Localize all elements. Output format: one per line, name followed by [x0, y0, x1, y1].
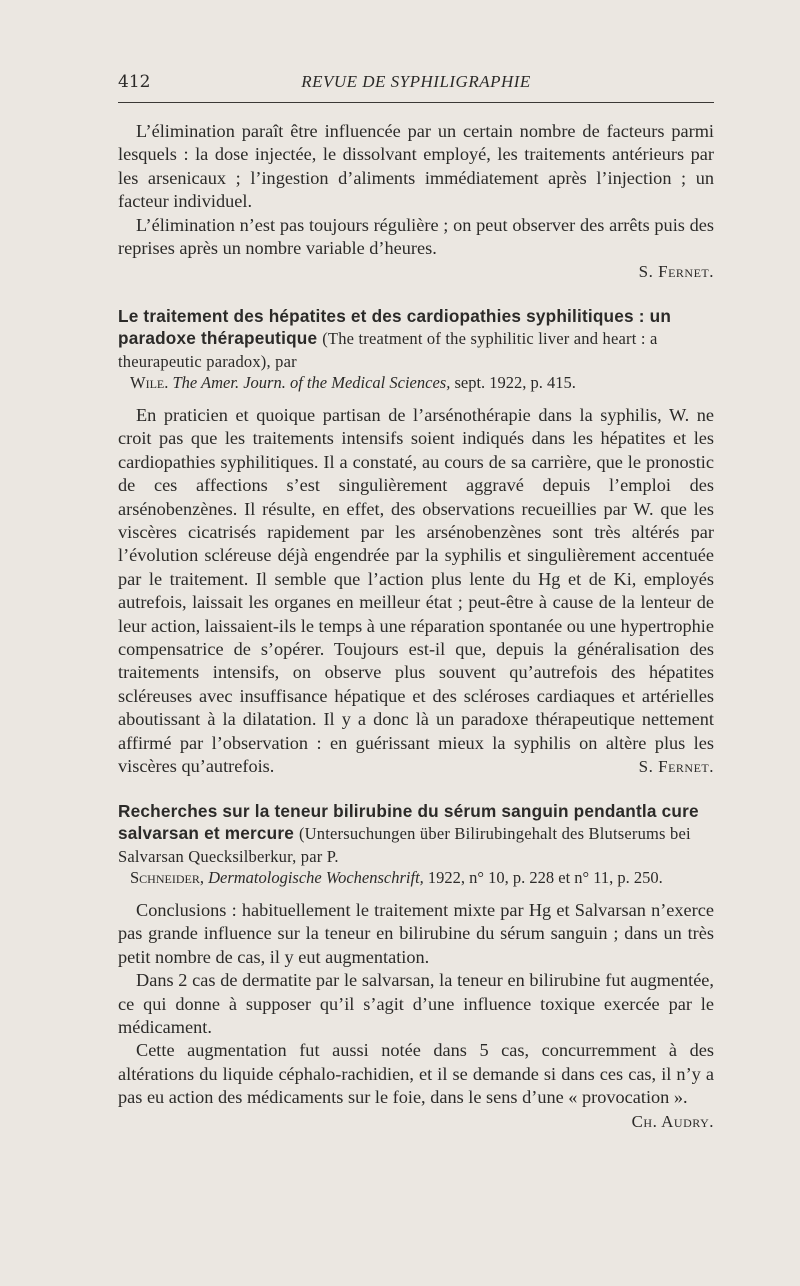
article2-body-text: En praticien et quoique partisan de l’arsénothérapie dans la syphilis, W. ne croit pas que les traitements intensifs soient indiqués dans les hépatites et les cardiopathies syphilitiques. Il a constaté, au cours de sa carrière, que le pronostic de ces affections s’est singulièrement aggravé depuis l’emploi des arsénobenzènes. Il résulte, en effet, des observations recueillies par W. que les viscères cicatrisés rapidement par les arsénobenzènes sont très altérés par l’évolution scléreuse déjà engendrée par la syphilis et singulièrement accentuée par le traitement. Il semble que l’action plus lente du Hg et de Ki, employés autrefois, laissait les organes en meilleur état ; peut-être à cause de la lenteur de leur action, laissaient-ils le temps à une réparation spontanée ou une hypertrophie compensatrice de s’opérer. Toujours est-il que, depuis la généralisation des traitements intensifs, on observe plus souvent qu’autrefois des hépatites scléreuses avec insuffisance hépatique et des scléroses cardiaques et artérielles aboutissant à la dilatation. Il y a donc là un paradoxe thérapeutique nettement affirmé par l’observation : en guérissant mieux la syphilis on altère plus les viscères qu’autrefois. — [118, 404, 714, 777]
article2-body — [118, 404, 714, 779]
article2-signature: S. Fernet. — [638, 757, 714, 777]
page-header — [118, 72, 714, 98]
article2-ref-text: (The treatment of the syphilitic liver and heart : a theurapeutic paradox), par — [118, 329, 658, 372]
section1-paragraph-1: L’élimination paraît être influencée par un certain nombre de facteurs parmi lesquels : la dose injectée, le dissolvant employé, les traitements antérieurs par les arsenicaux ; l’ingestion d’aliments immédiatement après l’injection ; un facteur individuel. — [118, 121, 714, 212]
article2-author: Wile. — [130, 373, 169, 393]
section1-signature: S. Fernet. — [638, 262, 714, 282]
article3-ref-text: (Untersuchungen über Bilirubingehalt des Blutserums bei Salvarsan Quecksilberkur, par P. — [118, 824, 691, 867]
article3-paragraph-3: Cette augmentation fut aussi notée dans 5 cas, concurremment à des altérations du liquide céphalo-rachidien, et il se demande si dans ces cas, il n’y a pas eu action des médicaments sur le foie, dans le sens d’une « provocation ». — [118, 1040, 714, 1108]
article3-reference — [130, 868, 714, 889]
section1-paragraph-2: L’élimination n’est pas toujours régulière ; on peut observer des arrêts puis des reprises après un nombre variable d’heures. — [118, 214, 714, 259]
header-rule — [118, 102, 714, 103]
article3-ref-end: 1922, n° 10, p. 228 et n° 11, p. 250. — [427, 868, 663, 888]
page-number: 412 — [118, 72, 151, 92]
article3-journal: Dermatologische Wochenschrift, — [208, 868, 424, 888]
article3-heading — [118, 800, 714, 868]
article2-title: Le traitement des hépatites et des cardiopathies syphilitiques : un paradoxe thérapeutique — [118, 306, 672, 349]
article3-author: Schneider, — [130, 868, 204, 888]
article3-signature: Ch. Audry. — [631, 1111, 714, 1131]
article3-title: Recherches sur la teneur bilirubine du sérum sanguin pendantla cure salvarsan et mercure — [118, 801, 699, 844]
article3-paragraph-1: Conclusions : habituellement le traitement mixte par Hg et Salvarsan n’exerce pas grande influence sur la teneur en bilirubine du sérum sanguin ; dans un très petit nombre de cas, il y eut augmentation. — [118, 899, 714, 967]
running-title: REVUE DE SYPHILIGRAPHIE — [301, 72, 531, 91]
article2-ref-end: sept. 1922, p. 415. — [454, 373, 576, 393]
article2-heading — [118, 305, 714, 373]
article2-reference — [130, 373, 714, 394]
page-body — [118, 120, 714, 1133]
article2-journal: The Amer. Journ. of the Medical Sciences, — [172, 373, 451, 393]
article3-paragraph-2: Dans 2 cas de dermatite par le salvarsan, la teneur en bilirubine fut augmentée, ce qui donne à supposer qu’il s’agit d’une influence toxique exercée par le médicament. — [118, 970, 714, 1037]
